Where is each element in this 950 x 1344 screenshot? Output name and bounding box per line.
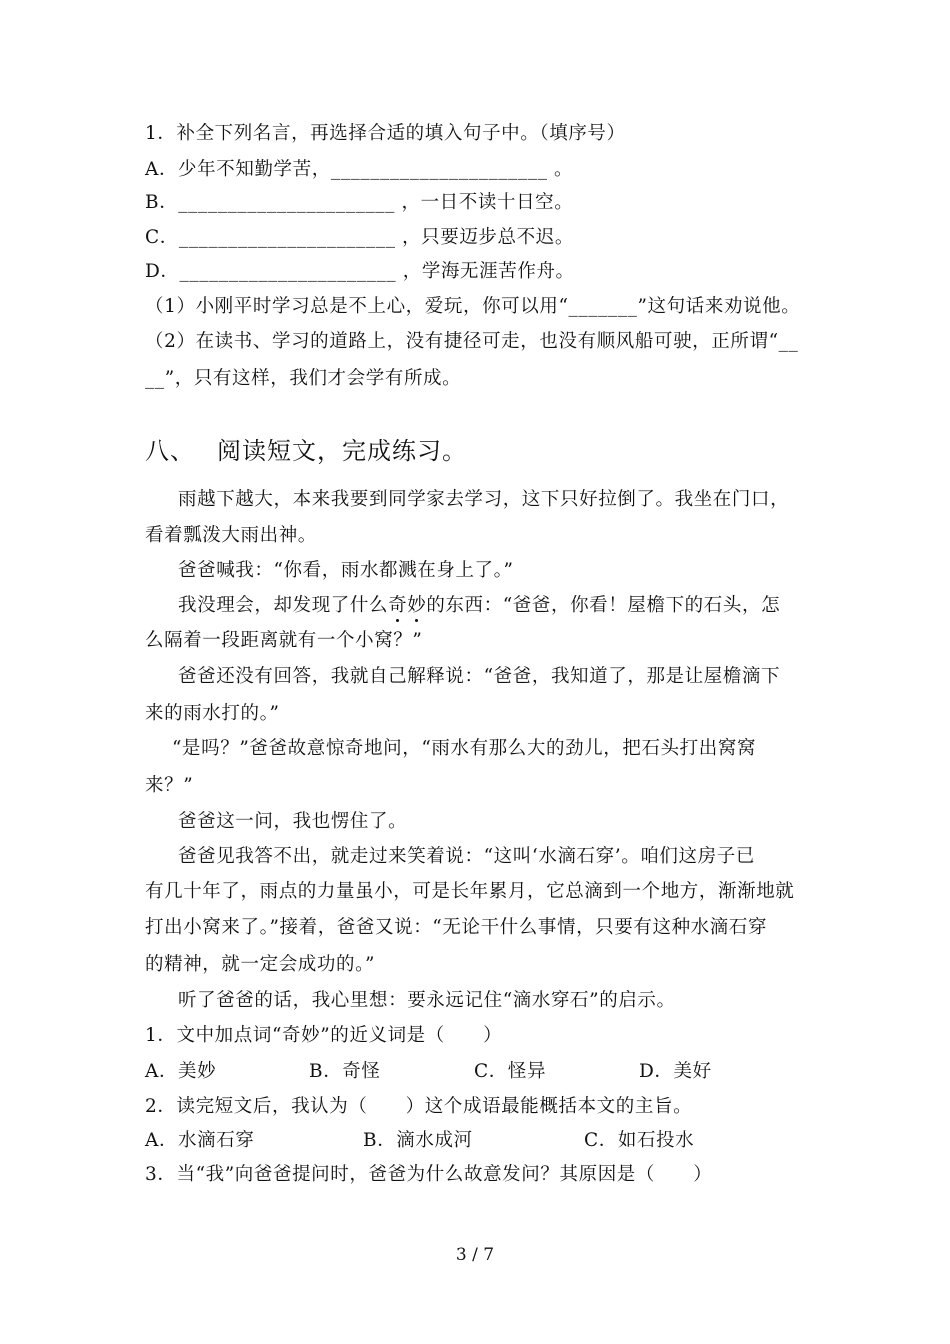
q2-option-b: B．滴水成河 — [363, 1130, 473, 1151]
passage-p2: 爸爸喊我：“你看，雨水都溅在身上了。” — [178, 560, 514, 581]
passage-p7-line-3: 打出小窝来了。”接着，爸爸又说：“无论干什么事情，只要有这种水滴石穿 — [145, 917, 768, 938]
passage-p7-line-4: 的精神，就一定会成功的。” — [145, 954, 376, 975]
reading-question-3: 3．当“我”向爸爸提问时，爸爸为什么故意发问？其原因是（ ） — [145, 1164, 713, 1185]
passage-p4-line-1: 爸爸还没有回答，我就自己解释说：“爸爸，我知道了，那是让屋檐滴下 — [178, 666, 781, 687]
quote-option-b: B．______________________ ，一日不读十日空。 — [145, 192, 574, 213]
question-1-options — [145, 1060, 745, 1084]
passage-p3-text-b: 的东西：“爸爸，你看！屋檐下的石头，怎 — [426, 595, 781, 616]
passage-p8: 听了爸爸的话，我心里想：要永远记住“滴水穿石”的启示。 — [178, 990, 676, 1011]
section-title: 阅读短文，完成练习。 — [217, 437, 467, 465]
question-2-options — [145, 1129, 745, 1153]
passage-p5-line-1: “是吗？”爸爸故意惊奇地问，“雨水有那么大的劲儿，把石头打出窝窝 — [172, 738, 757, 759]
quote-option-a: A．少年不知勤学苦，______________________ 。 — [145, 159, 574, 180]
reading-question-2: 2．读完短文后，我认为（ ）这个成语最能概括本文的主旨。 — [145, 1096, 693, 1117]
dotted-word-char-2: 妙 — [407, 595, 427, 616]
dotted-word-char-1: 奇 — [388, 595, 408, 616]
page-number: 3 / 7 — [455, 1245, 495, 1265]
passage-p1-line-2: 看着瓢泼大雨出神。 — [145, 525, 317, 546]
q1-option-b: B．奇怪 — [309, 1061, 381, 1082]
passage-p1-line-1: 雨越下越大，本来我要到同学家去学习，这下只好拉倒了。我坐在门口， — [178, 489, 790, 510]
passage-p7-line-1: 爸爸见我答不出，就走过来笑着说：“这叫‘水滴石穿’。咱们这房子已 — [178, 846, 755, 867]
passage-p3-line-2: 么隔着一段距离就有一个小窝？” — [145, 630, 423, 651]
passage-p3-line-1 — [178, 594, 780, 618]
quote-option-d: D．______________________ ，学海无涯苦作舟。 — [145, 261, 575, 282]
passage-p4-line-2: 来的雨水打的。” — [145, 703, 280, 724]
reading-question-1: 1．文中加点词“奇妙”的近义词是（ ） — [145, 1025, 503, 1046]
sentence-1: （1）小刚平时学习总是不上心，爱玩，你可以用“_______”这句话来劝说他。 — [145, 296, 801, 317]
section-number: 八、 — [145, 437, 195, 465]
section-heading — [145, 436, 467, 466]
q1-option-a: A．美妙 — [145, 1061, 217, 1082]
passage-p3-text-a: 我没理会，却发现了什么 — [178, 595, 389, 616]
quote-option-c: C．______________________ ，只要迈步总不迟。 — [145, 227, 574, 248]
q2-option-c: C．如石投水 — [584, 1130, 695, 1151]
q1-option-c: C．怪异 — [474, 1061, 547, 1082]
q2-option-a: A．水滴石穿 — [145, 1130, 255, 1151]
passage-p5-line-2: 来？” — [145, 775, 194, 796]
passage-p6: 爸爸这一问，我也愣住了。 — [178, 811, 408, 832]
passage-p7-line-2: 有几十年了，雨点的力量虽小，可是长年累月，它总滴到一个地方，渐渐地就 — [145, 881, 795, 902]
sentence-2-line-1: （2）在读书、学习的道路上，没有捷径可走，也没有顺风船可驶，正所谓“__ — [145, 331, 799, 352]
sentence-2-line-2: __”，只有这样，我们才会学有所成。 — [145, 368, 462, 389]
q1-option-d: D．美好 — [639, 1061, 712, 1082]
question-title: 1．补全下列名言，再选择合适的填入句子中。（填序号） — [145, 123, 626, 144]
